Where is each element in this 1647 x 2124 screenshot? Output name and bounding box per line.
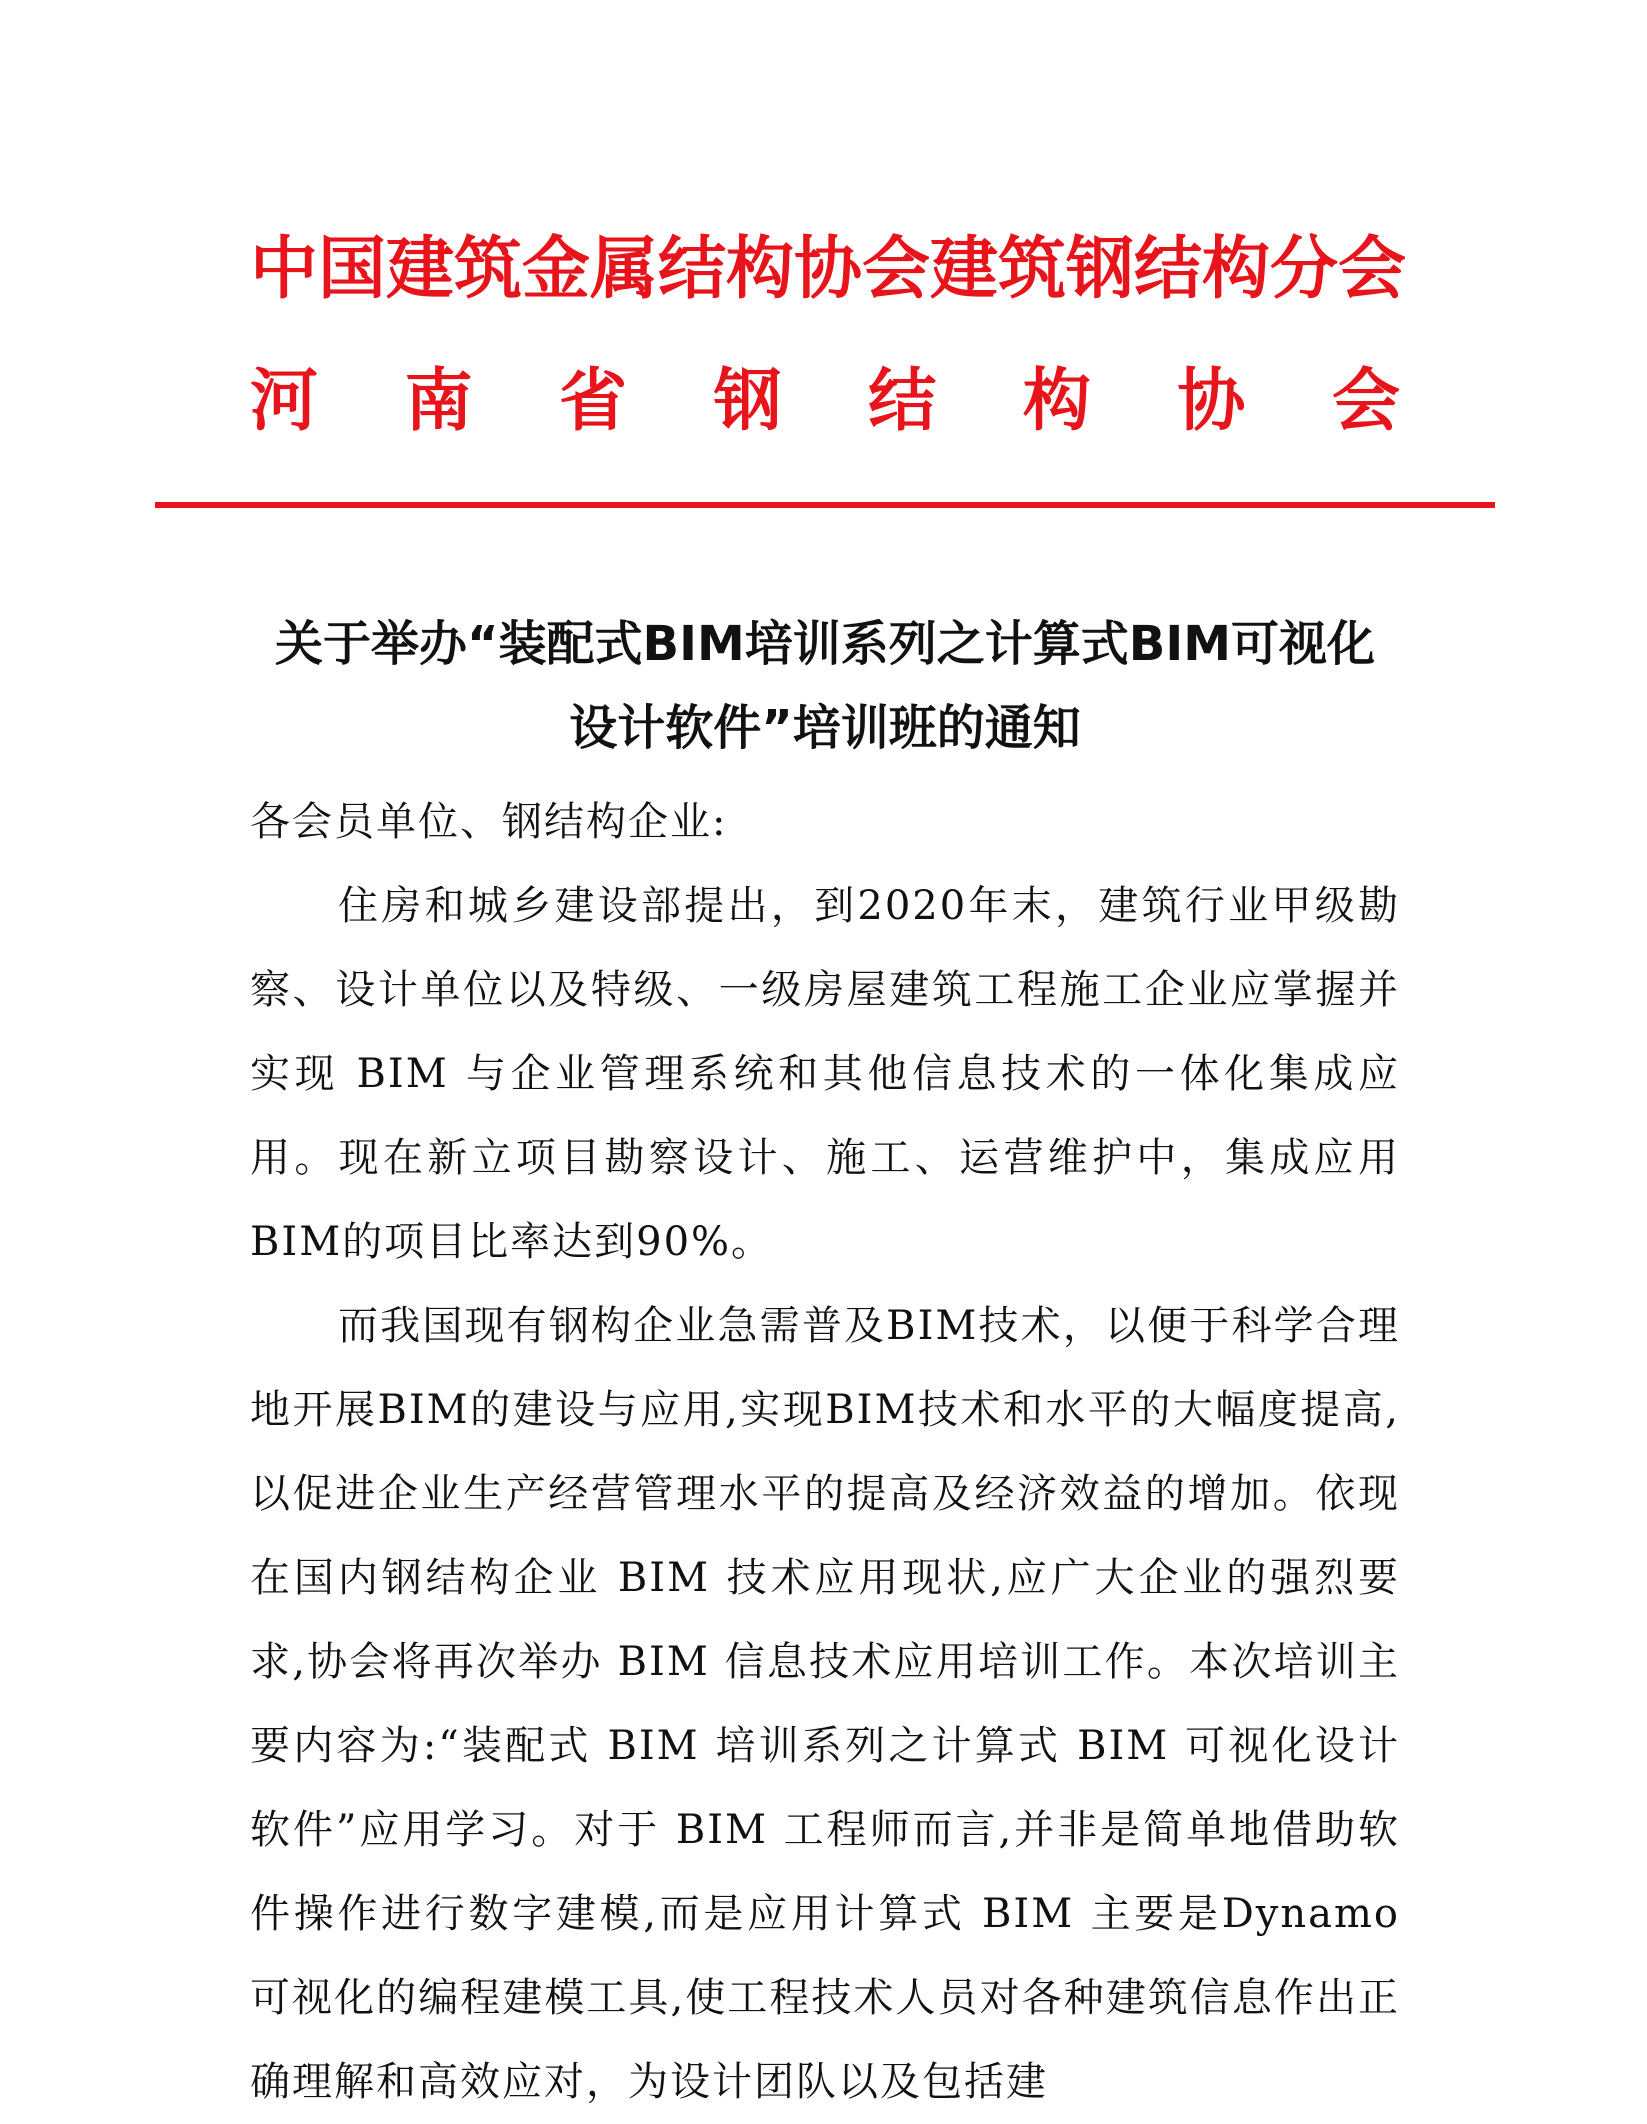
red-divider-rule xyxy=(155,502,1495,508)
org-name-char: 河 xyxy=(250,362,319,441)
document-title xyxy=(230,602,1420,770)
org-name-line-2 xyxy=(250,360,1400,444)
document-title-line-1: 关于举办“装配式BIM培训系列之计算式BIM可视化 xyxy=(275,616,1375,672)
org-name-line-1: 中国建筑金属结构协会建筑钢结构分会 xyxy=(250,230,1407,309)
salutation: 各会员单位、钢结构企业: xyxy=(250,799,728,845)
document-body xyxy=(250,780,1400,2124)
document-title-line-2: 设计软件”培训班的通知 xyxy=(569,700,1081,756)
org-name-char: 会 xyxy=(1331,362,1400,441)
body-paragraph-2: 而我国现有钢构企业急需普及BIM技术，以便于科学合理地开展BIM的建设与应用,实现BIM技术和水平的大幅度提高,以促进企业生产经营管理水平的提高及经济效益的增加。依现在国内钢结构企业 BIM 技术应用现状,应广大企业的强烈要求,协会将再次举办 BIM 信息技术应用培训工作。本次培训主要内容为:“装配式 BIM 培训系列之计算式 BIM 可视化设计软件”应用学习。对于 BIM 工程师而言,并非是简单地借助软件操作进行数字建模,而是应用计算式 BIM 主要是Dynamo可视化的编程建模工具,使工程技术人员对各种建筑信息作出正确理解和高效应对，为设计团队以及包括建 xyxy=(250,1303,1400,2105)
org-name-char: 构 xyxy=(1022,362,1091,441)
body-paragraph-1: 住房和城乡建设部提出，到2020年末，建筑行业甲级勘察、设计单位以及特级、一级房屋建筑工程施工企业应掌握并实现 BIM 与企业管理系统和其他信息技术的一体化集成应用。现在新立项目勘察设计、施工、运营维护中，集成应用BIM的项目比率达到90%。 xyxy=(250,883,1400,1265)
org-name-char: 南 xyxy=(404,362,473,441)
org-name-char: 省 xyxy=(559,362,628,441)
org-name-char: 结 xyxy=(868,362,937,441)
org-name-char: 钢 xyxy=(713,362,782,441)
org-name-char: 协 xyxy=(1177,362,1246,441)
